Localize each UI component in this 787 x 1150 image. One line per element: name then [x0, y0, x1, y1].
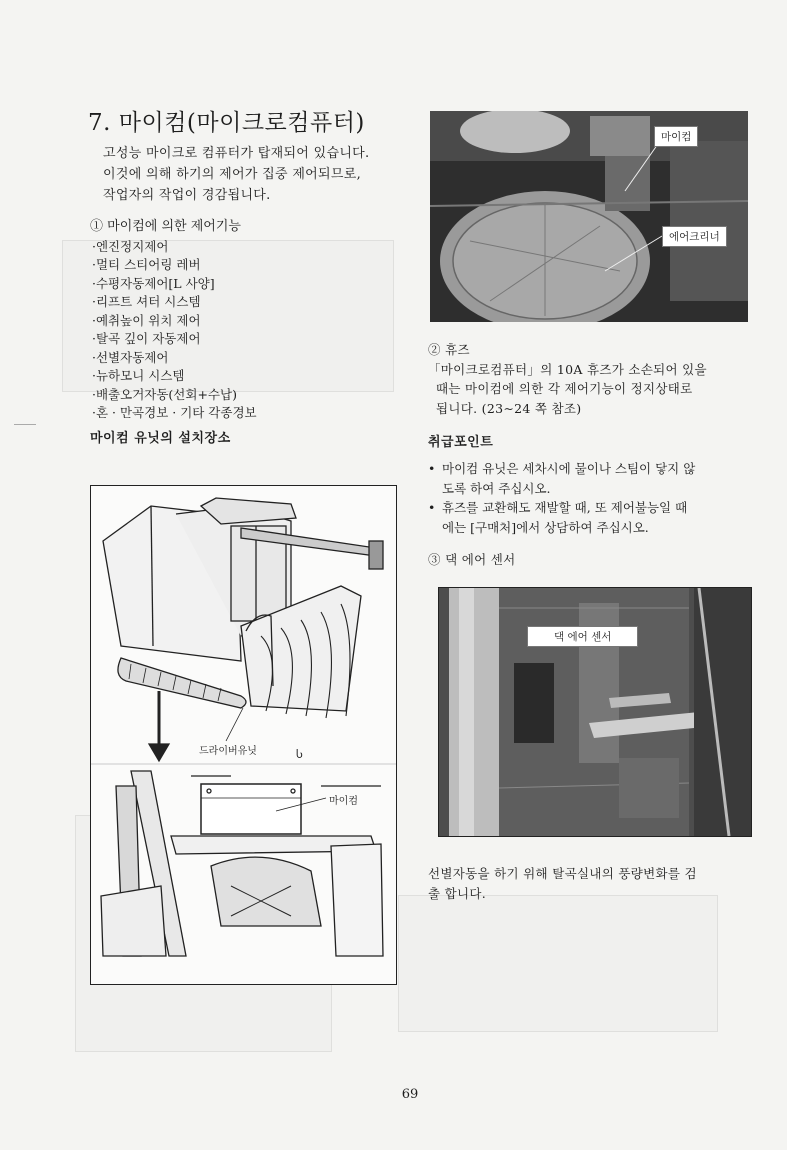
bullet-mark: •: [428, 500, 436, 515]
fuse-line: 됩니다. (23∼24 쪽 참조): [436, 400, 582, 416]
fuse-heading: ② 휴즈: [428, 342, 470, 357]
driver-unit-label: 드라이버유닛: [199, 746, 257, 757]
installation-diagram: [90, 485, 397, 985]
diagram-mark: Ⴑ: [296, 748, 303, 761]
control-function-heading: ① 마이컴에 의한 제어기능: [90, 219, 241, 234]
list-item: ·예취높이 위치 제어: [92, 312, 201, 328]
list-item: ·배출오거자동(선회+수납): [92, 386, 237, 402]
sensor-desc-line: 선별자동을 하기 위해 탈곡실내의 풍량변화를 검: [428, 866, 697, 881]
combine-harvester-drawing: [91, 486, 396, 984]
bullet-line: 도록 하여 주십시오.: [442, 480, 551, 496]
photo-micom-label: 마이컴: [654, 126, 698, 147]
handling-bullets: [428, 459, 748, 537]
bullet-item: [428, 459, 748, 498]
page-number: 69: [401, 1087, 419, 1102]
sensor-photo: [438, 587, 752, 837]
sensor-description: [428, 864, 697, 903]
handling-heading: 취급포인트: [428, 435, 494, 450]
engine-bay-image: [430, 111, 748, 322]
photo-aircleaner-label: 에어크리너: [662, 226, 727, 247]
fuse-line: 때는 마이컴에 의한 각 제어기능이 정지상태로: [436, 381, 693, 396]
intro-line: 이것에 의해 하기의 제어가 집중 제어되므로,: [103, 167, 362, 182]
list-item: ·멀티 스티어링 레버: [92, 257, 201, 272]
fuse-section: [428, 340, 707, 418]
intro-paragraph: [103, 143, 369, 206]
bullet-item: [428, 498, 748, 537]
sensor-heading: ③ 댁 에어 센서: [428, 552, 516, 567]
sensor-photo-label: 댁 에어 센서: [527, 626, 638, 647]
page-title: 7. 마이컴(마이크로컴퓨터): [88, 110, 365, 136]
list-item: ·리프트 셔터 시스템: [92, 294, 201, 309]
bleed-through: [398, 895, 718, 1032]
list-item: ·뉴하모니 시스템: [92, 368, 185, 383]
control-function-list: [90, 218, 257, 423]
bullet-line: 마이컴 유닛은 세차시에 물이나 스팀이 닿지 않: [442, 461, 696, 476]
list-item: ·엔진정지제어: [92, 238, 169, 254]
micom-photo: [430, 111, 748, 322]
bullet-mark: •: [428, 461, 436, 476]
list-item: ·혼 · 만곡경보 · 기타 각종경보: [92, 405, 257, 420]
bullet-line: 휴즈를 교환해도 재발할 때, 또 제어불능일 때: [442, 500, 688, 515]
fuse-line: 「마이크로컴퓨터」의 10A 휴즈가 소손되어 있을: [428, 361, 707, 377]
bullet-line: 에는 [구매처]에서 상담하여 주십시오.: [442, 519, 649, 535]
list-item: ·선별자동제어: [92, 349, 169, 365]
sensor-desc-line: 출 합니다.: [428, 885, 487, 901]
list-item: ·수평자동제어[L 사양]: [92, 275, 215, 291]
list-item: ·탈곡 깊이 자동제어: [92, 331, 201, 346]
intro-line: 고성능 마이크로 컴퓨터가 탑재되어 있습니다.: [103, 146, 370, 161]
install-location-heading: 마이컴 유닛의 설치장소: [90, 431, 231, 446]
intro-line: 작업자의 작업이 경감됩니다.: [103, 188, 271, 203]
micom-label: 마이컴: [329, 796, 358, 807]
margin-mark: [14, 424, 36, 425]
